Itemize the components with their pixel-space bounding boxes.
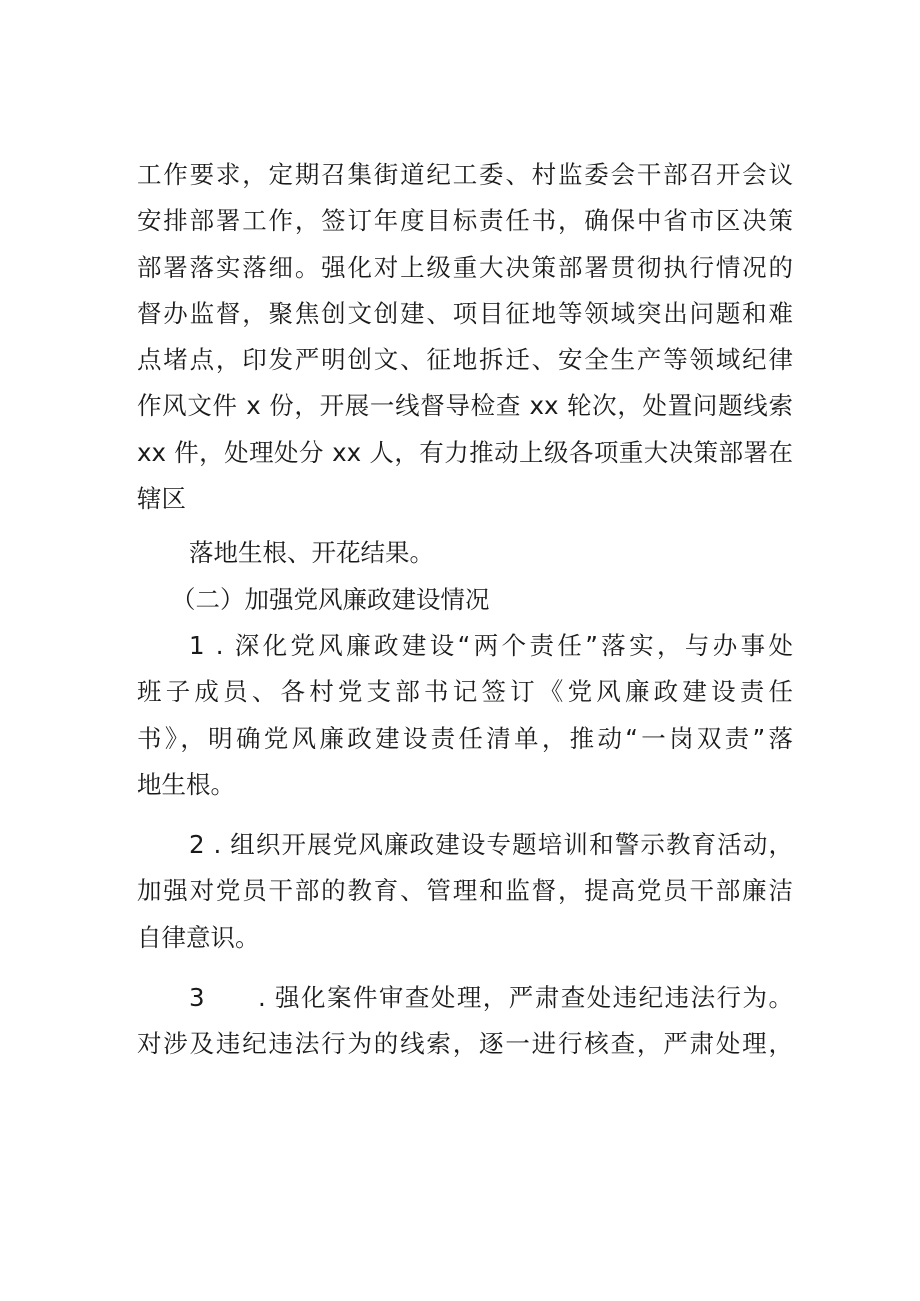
text-line: 自律意识。 <box>137 922 260 952</box>
text-line: 1 . 深化党风廉政建设“两个责任”落实，与办事处 <box>189 630 793 660</box>
text-line: 部署落实落细。强化对上级重大决策部署贯彻执行情况的 <box>137 252 793 282</box>
text-line: 作风文件 x 份，开展一线督导检查 xx 轮次，处置问题线索 <box>137 391 793 421</box>
text-line: 安排部署工作，签订年度目标责任书，确保中省市区决策 <box>137 206 793 236</box>
list-item-2 <box>137 822 793 961</box>
text-line: 辖区 <box>137 484 186 514</box>
text-line: 点堵点，印发严明创文、征地拆迁、安全生产等领域纪律 <box>137 345 793 375</box>
text-line: 加强对党员干部的教育、管理和监督，提高党员干部廉洁 <box>137 876 793 906</box>
text-line: 督办监督，聚焦创文创建、项目征地等领域突出问题和难 <box>137 298 793 328</box>
list-item-3 <box>137 975 793 1068</box>
text-line: 班子成员、各村党支部书记签订《党风廉政建设责任 <box>137 677 793 707</box>
text-line: 地生根。 <box>137 769 235 799</box>
text-line: 对涉及违纪违法行为的线索，逐一进行核查，严肃处理， <box>137 1029 793 1059</box>
list-item-1 <box>137 623 793 808</box>
text-line: 工作要求，定期召集街道纪工委、村监委会干部召开会议 <box>137 160 793 189</box>
text-line: xx 件，处理处分 xx 人，有力推动上级各项重大决策部署在 <box>137 437 793 467</box>
paragraph-work-requirements <box>137 152 793 522</box>
section-heading <box>137 577 793 623</box>
paragraph-continuation <box>137 530 793 576</box>
text-line: 3 . 强化案件审查处理，严肃查处违纪违法行为。 <box>189 983 793 1013</box>
heading-line: （二）加强党风廉政建设情况 <box>171 584 490 614</box>
text-line: 落地生根、开花结果。 <box>189 538 434 568</box>
text-line: 2 . 组织开展党风廉政建设专题培训和警示教育活动， <box>189 830 793 860</box>
document-body <box>137 152 793 1068</box>
text-line: 书》，明确党风廉政建设责任清单，推动“一岗双责”落 <box>137 723 793 753</box>
